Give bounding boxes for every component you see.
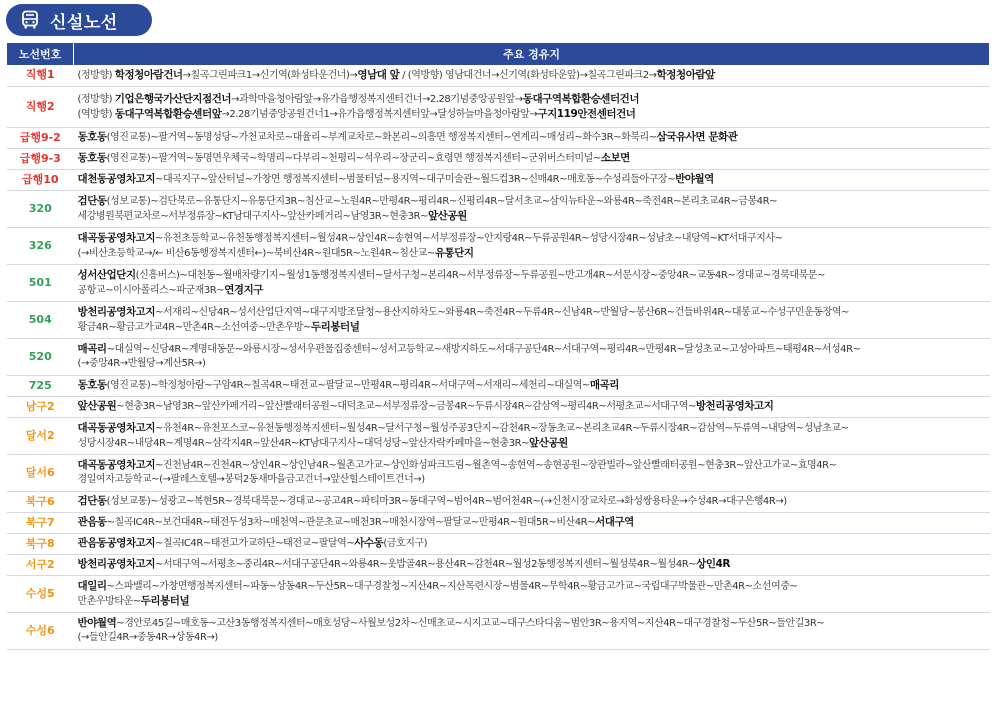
route-stops	[74, 512, 990, 533]
route-stops-line: 성서산업단지(신흥버스)~대천동~월배차량기지~월성1동행정복지센터~달서구청~본리4R~서부정류장~두류공원~반고개4R~서문시장~중앙4R~교동4R~경대교~경북대북문~	[77, 268, 825, 281]
terminal-stop: 대곡동공영차고지	[77, 231, 156, 244]
terminal-stop: 동호동	[77, 379, 107, 391]
terminal-stop: 동호동	[77, 152, 107, 164]
route-number: 320	[7, 190, 74, 227]
route-stops	[74, 148, 990, 169]
table-row	[7, 301, 990, 338]
route-stops	[74, 491, 990, 512]
route-number: 급행9-3	[7, 148, 74, 169]
route-stops-line: 검단동(성보교통)~검단북로~유통단지~유통단지3R~침산교~노원4R~만평4R~평리4R~신평리4R~달서초교~삼익뉴타운~와룡4R~죽전4R~본리초교4R~금봉4R~	[77, 194, 777, 207]
route-stops-line: 대천동공영차고지~대곡지구~앞산터널~가창면 행정복지센터~범물터널~용지역~대구미술관~월드컵3R~신매4R~매호동~수성리들아구장~반야월역	[77, 173, 714, 185]
route-stops-line: 성당시장4R~내당4R~계명4R~삼각지4R~앞산4R~KT남대구지사~대덕성당~앞산자락카페마을~현충3R~앞산공원	[77, 436, 568, 449]
route-stops-line: 매곡리~대실역~신당4R~계명대동문~와룡시장~성서우편물집중센터~성서고등학교~새방지하도~서대구공단4R~서대구역~평리4R~만평4R~달성초교~고성아파트~태평4R~서성4R~	[77, 343, 861, 355]
terminal-stop: 검단동	[77, 194, 107, 207]
table-row	[7, 417, 990, 454]
column-header-main-stops: 주요 경유지	[74, 43, 990, 65]
route-stops-line: 동호동(영진교통)~팔거역~동명성당~가천교차로~대율리~부계교차로~화본리~의흥면 행정복지센터~연계리~매성리~화수3R~화북리~삼국유사면 문화관	[77, 131, 738, 143]
title-badge	[6, 4, 152, 36]
terminal-stop: 방천리공영차고지	[695, 400, 774, 412]
route-number: 서구2	[7, 554, 74, 575]
terminal-stop: 대곡동공영차고지	[77, 421, 156, 434]
route-number: 504	[7, 301, 74, 338]
route-stops	[74, 301, 990, 338]
route-number: 501	[7, 264, 74, 301]
route-stops-line: 동호동(영진교통)~학정청아람~구암4R~칠곡4R~태전교~팔달교~만평4R~평리4R~서대구역~서재리~세천리~대실역~매곡리	[77, 379, 619, 391]
table-row	[7, 454, 990, 491]
route-stops-line: (정방향) 기업은행국가산단지점건너→과학마을청아람앞→유가읍행정복지센터건너→2.28기념중앙공원앞→동대구역복합환승센터건너	[77, 92, 640, 105]
route-number: 북구8	[7, 533, 74, 554]
route-stops-line: 세강병원북편교차로~서부정류장~KT남대구지사~앞산카페거리~남영3R~현충3R~앞산공원	[77, 209, 467, 222]
route-stops-line: 관음동~칠곡IC4R~보건대4R~태전두성3차~매천역~관문초교~매천3R~매천시장역~팔달교~만평4R~원대5R~비산4R~서대구역	[77, 516, 634, 528]
table-header-row	[7, 43, 990, 65]
table-row	[7, 169, 990, 190]
route-stops-line: 대일리~스파밸리~가창면행정복지센터~파동~상동4R~두산5R~대구경찰청~지산4R~지산목련시장~범물4R~무학4R~황금고가교~국립대구박물관~만촌4R~소선여중~	[77, 579, 798, 592]
terminal-stop: 매곡리	[77, 343, 107, 355]
table-row	[7, 396, 990, 417]
route-table	[7, 43, 990, 650]
terminal-stop: 삼국유사면 문화관	[656, 131, 738, 143]
table-row	[7, 554, 990, 575]
route-stops	[74, 264, 990, 301]
terminal-stop: 학정청아람건너	[114, 68, 183, 81]
terminal-stop: 관음동공영차고지	[77, 537, 156, 549]
route-stops-line: (→중앙4R→반월당→계산5R→)	[77, 358, 206, 369]
terminal-stop: 앞산공원	[77, 400, 117, 412]
terminal-stop: 기업은행국가산단지점건너	[114, 92, 232, 105]
route-number: 수성5	[7, 575, 74, 612]
table-row	[7, 375, 990, 396]
table-row	[7, 264, 990, 301]
table-row	[7, 533, 990, 554]
route-stops-line: 반야월역~경안로45길~매호동~고산3동행정복지센터~매호성당~사월보성2차~신매초교~시지고교~대구스타디움~범안3R~용지역~지산4R~대구경찰청~두산5R~들안길3R~	[77, 617, 825, 629]
terminal-stop: 방천리공영차고지	[77, 305, 156, 318]
route-stops-line: 대곡동공영차고지~유천초등학교~유천동행정복지센터~월성4R~상인4R~송현역~서부정류장~안지랑4R~두류공원4R~성당시장4R~성남초~내당역~KT서대구지사~	[77, 231, 783, 244]
route-stops-line: 관음동공영차고지~칠곡IC4R~태전고가교하단~태전교~팔달역~사수동(금호지구)	[77, 537, 428, 549]
column-header-route-number: 노선번호	[7, 43, 74, 65]
route-stops	[74, 575, 990, 612]
terminal-stop: 사수동	[354, 537, 384, 549]
terminal-stop: 동대구역복합환승센터앞	[114, 107, 222, 120]
table-row	[7, 491, 990, 512]
terminal-stop: 구지119안전센터건너	[537, 107, 636, 120]
route-stops	[74, 454, 990, 491]
terminal-stop: 영남대 앞	[357, 68, 400, 81]
route-stops	[74, 190, 990, 227]
route-stops-line: 공항교~이시아폴리스~파군재3R~연경지구	[77, 283, 263, 296]
terminal-stop: 두리봉터널	[310, 320, 360, 333]
route-stops-line: 대곡동공영차고지~유천4R~유천포스코~유천동행정복지센터~월성4R~달서구청~월성주공3단지~감천4R~장동초교~본리초교4R~두류시장4R~감삼역~두류역~내당역~성남초교~	[77, 421, 849, 434]
route-stops-line: 황금4R~황금고가교4R~만촌4R~소선여중~만촌우방~두리봉터널	[77, 320, 360, 333]
table-row	[7, 338, 990, 375]
route-stops-line: 방천리공영차고지~서재리~신당4R~성서산업단지역~대구지방조달청~용산지하차도~와룡4R~죽전4R~두류4R~신남4R~반월당~봉산6R~건들바위4R~대봉교~수성구민운동장역~	[77, 305, 849, 318]
route-stops-line: 방천리공영차고지~서대구역~서평초~중리4R~서대구공단4R~와룡4R~옷밥골4R~용산4R~감천4R~월성2동행정복지센터~월성북4R~월성4R~상인4R	[77, 558, 731, 570]
table-row	[7, 227, 990, 264]
route-stops-line: (역방향) 동대구역복합환승센터앞→2.28기념중앙공원건너1→유가읍행정복지센터앞→달성하늘마을청아람앞→구지119안전센터건너	[77, 107, 636, 120]
route-stops	[74, 86, 990, 127]
route-stops-line: 만촌우방타운~두리봉터널	[77, 594, 190, 607]
route-stops	[74, 417, 990, 454]
route-number: 직행1	[7, 65, 74, 86]
route-number: 수성6	[7, 612, 74, 649]
table-row	[7, 575, 990, 612]
route-stops-line: 경일여자고등학교~(→팔레스호텔→봉덕2동새마을금고건너→앞산힐스테이트건너→)	[77, 474, 425, 485]
bus-icon	[20, 10, 40, 30]
table-row	[7, 512, 990, 533]
route-stops	[74, 554, 990, 575]
route-number: 달서6	[7, 454, 74, 491]
route-number: 725	[7, 375, 74, 396]
route-stops-line: 앞산공원~현충3R~남영3R~앞산카페거리~앞산빨래터공원~대덕초교~서부정류장~금봉4R~두류시장4R~감삼역~평리4R~서평초교~서대구역~방천리공영차고지	[77, 400, 774, 412]
route-stops-line: 동호동(영진교통)~팔거역~동명면우체국~학명리~다부리~천평리~석우리~장군리~효령면 행정복지센터~군위버스터미널~소보면	[77, 152, 630, 164]
route-stops	[74, 396, 990, 417]
terminal-stop: 동호동	[77, 131, 107, 143]
route-stops-line: (→들안길4R→중동4R→상동4R→)	[77, 632, 218, 643]
terminal-stop: 관음동	[77, 516, 107, 528]
route-stops	[74, 612, 990, 649]
table-row	[7, 86, 990, 127]
terminal-stop: 학정청아람앞	[656, 68, 715, 81]
terminal-stop: 대천동공영차고지	[77, 173, 156, 185]
route-stops	[74, 169, 990, 190]
terminal-stop: 대곡동공영차고지	[77, 459, 156, 471]
terminal-stop: 연경지구	[224, 283, 263, 296]
route-stops-line: 대곡동공영차고지~진천남4R~진천4R~상인4R~상인남4R~월촌고가교~상인화성파크드림~월촌역~송현역~송현공원~장관빌라~앞산빨래터공원~현충3R~앞산고가교~효명4R~	[77, 459, 837, 471]
route-stops	[74, 375, 990, 396]
table-row	[7, 612, 990, 649]
route-number: 326	[7, 227, 74, 264]
route-number: 북구6	[7, 491, 74, 512]
terminal-stop: 앞산공원	[427, 209, 467, 222]
terminal-stop: 서대구역	[595, 516, 634, 528]
table-row	[7, 190, 990, 227]
terminal-stop: 두리봉터널	[140, 594, 190, 607]
route-number: 달서2	[7, 417, 74, 454]
terminal-stop: 방천리공영차고지	[77, 558, 156, 570]
route-number: 급행9-2	[7, 127, 74, 148]
route-stops	[74, 127, 990, 148]
route-stops	[74, 338, 990, 375]
route-number: 직행2	[7, 86, 74, 127]
route-stops-line: (정방향) 학정청아람건너→칠곡그린파크1→신기역(화성타운건너)→영남대 앞 / (역방향) 영남대건너→신기역(화성타운앞)→칠곡그린파크2→학정청아람앞	[77, 68, 715, 81]
route-number: 북구7	[7, 512, 74, 533]
terminal-stop: 반야월역	[675, 173, 714, 185]
terminal-stop: 동대구역복합환승센터건너	[522, 92, 640, 105]
terminal-stop: 상인4R	[696, 558, 731, 570]
route-number: 급행10	[7, 169, 74, 190]
table-row	[7, 65, 990, 86]
table-row	[7, 148, 990, 169]
route-stops	[74, 533, 990, 554]
page-title: 신설노선	[50, 12, 118, 33]
terminal-stop: 성서산업단지	[77, 268, 136, 281]
terminal-stop: 대일리	[77, 579, 107, 592]
route-stops	[74, 65, 990, 86]
table-body	[7, 65, 990, 649]
terminal-stop: 앞산공원	[529, 436, 568, 449]
route-stops-line: (→비산초등학교→/← 비산6동행정복지센터←)~북비산4R~원대5R~노원4R~침산교~유통단지	[77, 246, 474, 259]
route-stops	[74, 227, 990, 264]
route-number: 520	[7, 338, 74, 375]
terminal-stop: 검단동	[77, 495, 107, 507]
table-row	[7, 127, 990, 148]
route-number: 남구2	[7, 396, 74, 417]
terminal-stop: 반야월역	[77, 617, 117, 629]
route-stops-line: 검단동(성보교통)~성광고~복현5R~경북대북문~경대교~공고4R~파티마3R~동대구역~범어4R~범어천4R~(→신천시장교차로→화성쌍용타운→수성4R→대구은행4R→)	[77, 495, 787, 507]
terminal-stop: 유통단지	[434, 246, 474, 259]
terminal-stop: 매곡리	[589, 379, 619, 391]
terminal-stop: 소보면	[600, 152, 630, 164]
